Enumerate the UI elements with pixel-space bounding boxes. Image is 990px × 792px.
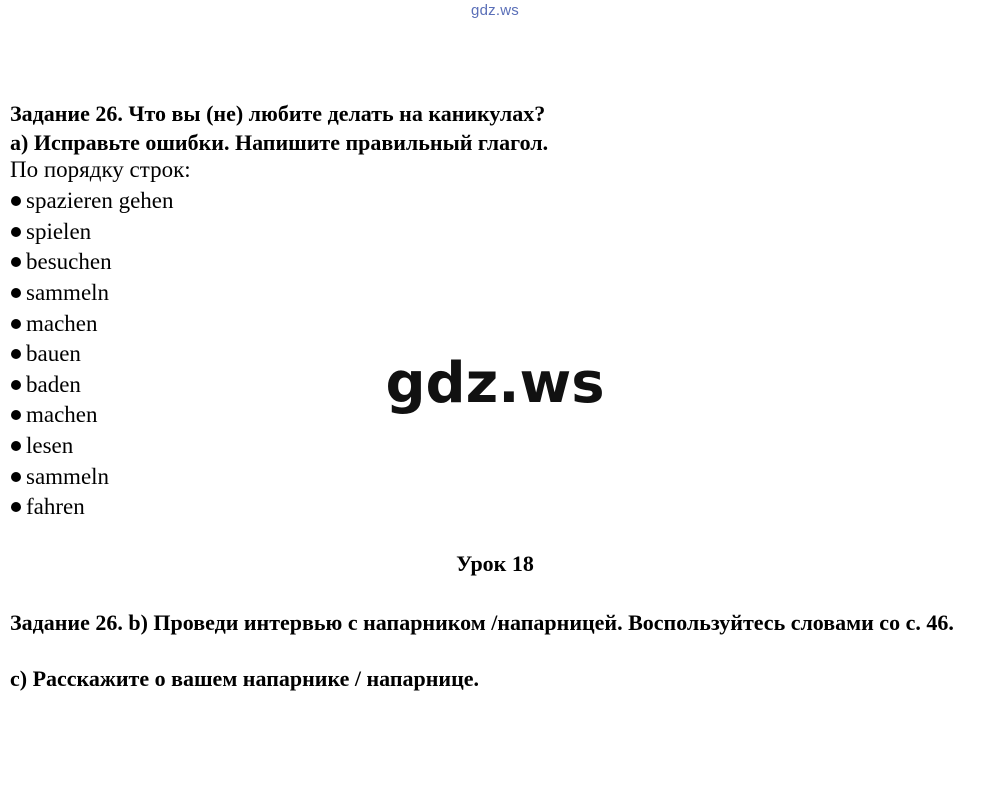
- task-26-subtask-c: с) Расскажите о вашем напарнике / напарнице.: [10, 666, 480, 691]
- answer-text: bauen: [26, 341, 81, 367]
- task-26-subtask-b: Задание 26. b) Проведи интервью с напарником /напарницей. Воспользуйтесь словами со с. 46.: [10, 610, 954, 635]
- list-item: [10, 186, 174, 217]
- top-watermark: gdz.ws: [471, 2, 519, 19]
- answers-intro: По порядку строк:: [10, 157, 191, 182]
- answer-text: baden: [26, 371, 81, 397]
- list-item: [10, 217, 174, 248]
- list-item: [10, 461, 174, 492]
- answer-text: machen: [26, 402, 98, 428]
- answer-text: spielen: [26, 218, 92, 244]
- answer-text: sammeln: [26, 463, 110, 489]
- answer-text: machen: [26, 310, 98, 336]
- answer-text: fahren: [26, 494, 85, 520]
- list-item: [10, 308, 174, 339]
- bullet-icon: [11, 441, 21, 451]
- list-item: [10, 492, 174, 523]
- task-26-title: Задание 26. Что вы (не) любите делать на каникулах?: [10, 101, 546, 126]
- answer-text: besuchen: [26, 249, 112, 275]
- center-watermark: gdz.ws: [385, 351, 605, 416]
- bullet-icon: [11, 502, 21, 512]
- bullet-icon: [11, 472, 21, 482]
- answers-list: [10, 186, 174, 523]
- lesson-title: Урок 18: [456, 551, 534, 576]
- list-item: [10, 278, 174, 309]
- bullet-icon: [11, 196, 21, 206]
- answer-text: spazieren gehen: [26, 188, 174, 214]
- bullet-icon: [11, 227, 21, 237]
- task-26-subtask-a: а) Исправьте ошибки. Напишите правильный глагол.: [10, 130, 549, 155]
- answer-text: lesen: [26, 433, 74, 459]
- list-item: [10, 431, 174, 462]
- bullet-icon: [11, 288, 21, 298]
- list-item: [10, 247, 174, 278]
- answer-text: sammeln: [26, 280, 110, 306]
- bullet-icon: [11, 319, 21, 329]
- bullet-icon: [11, 257, 21, 267]
